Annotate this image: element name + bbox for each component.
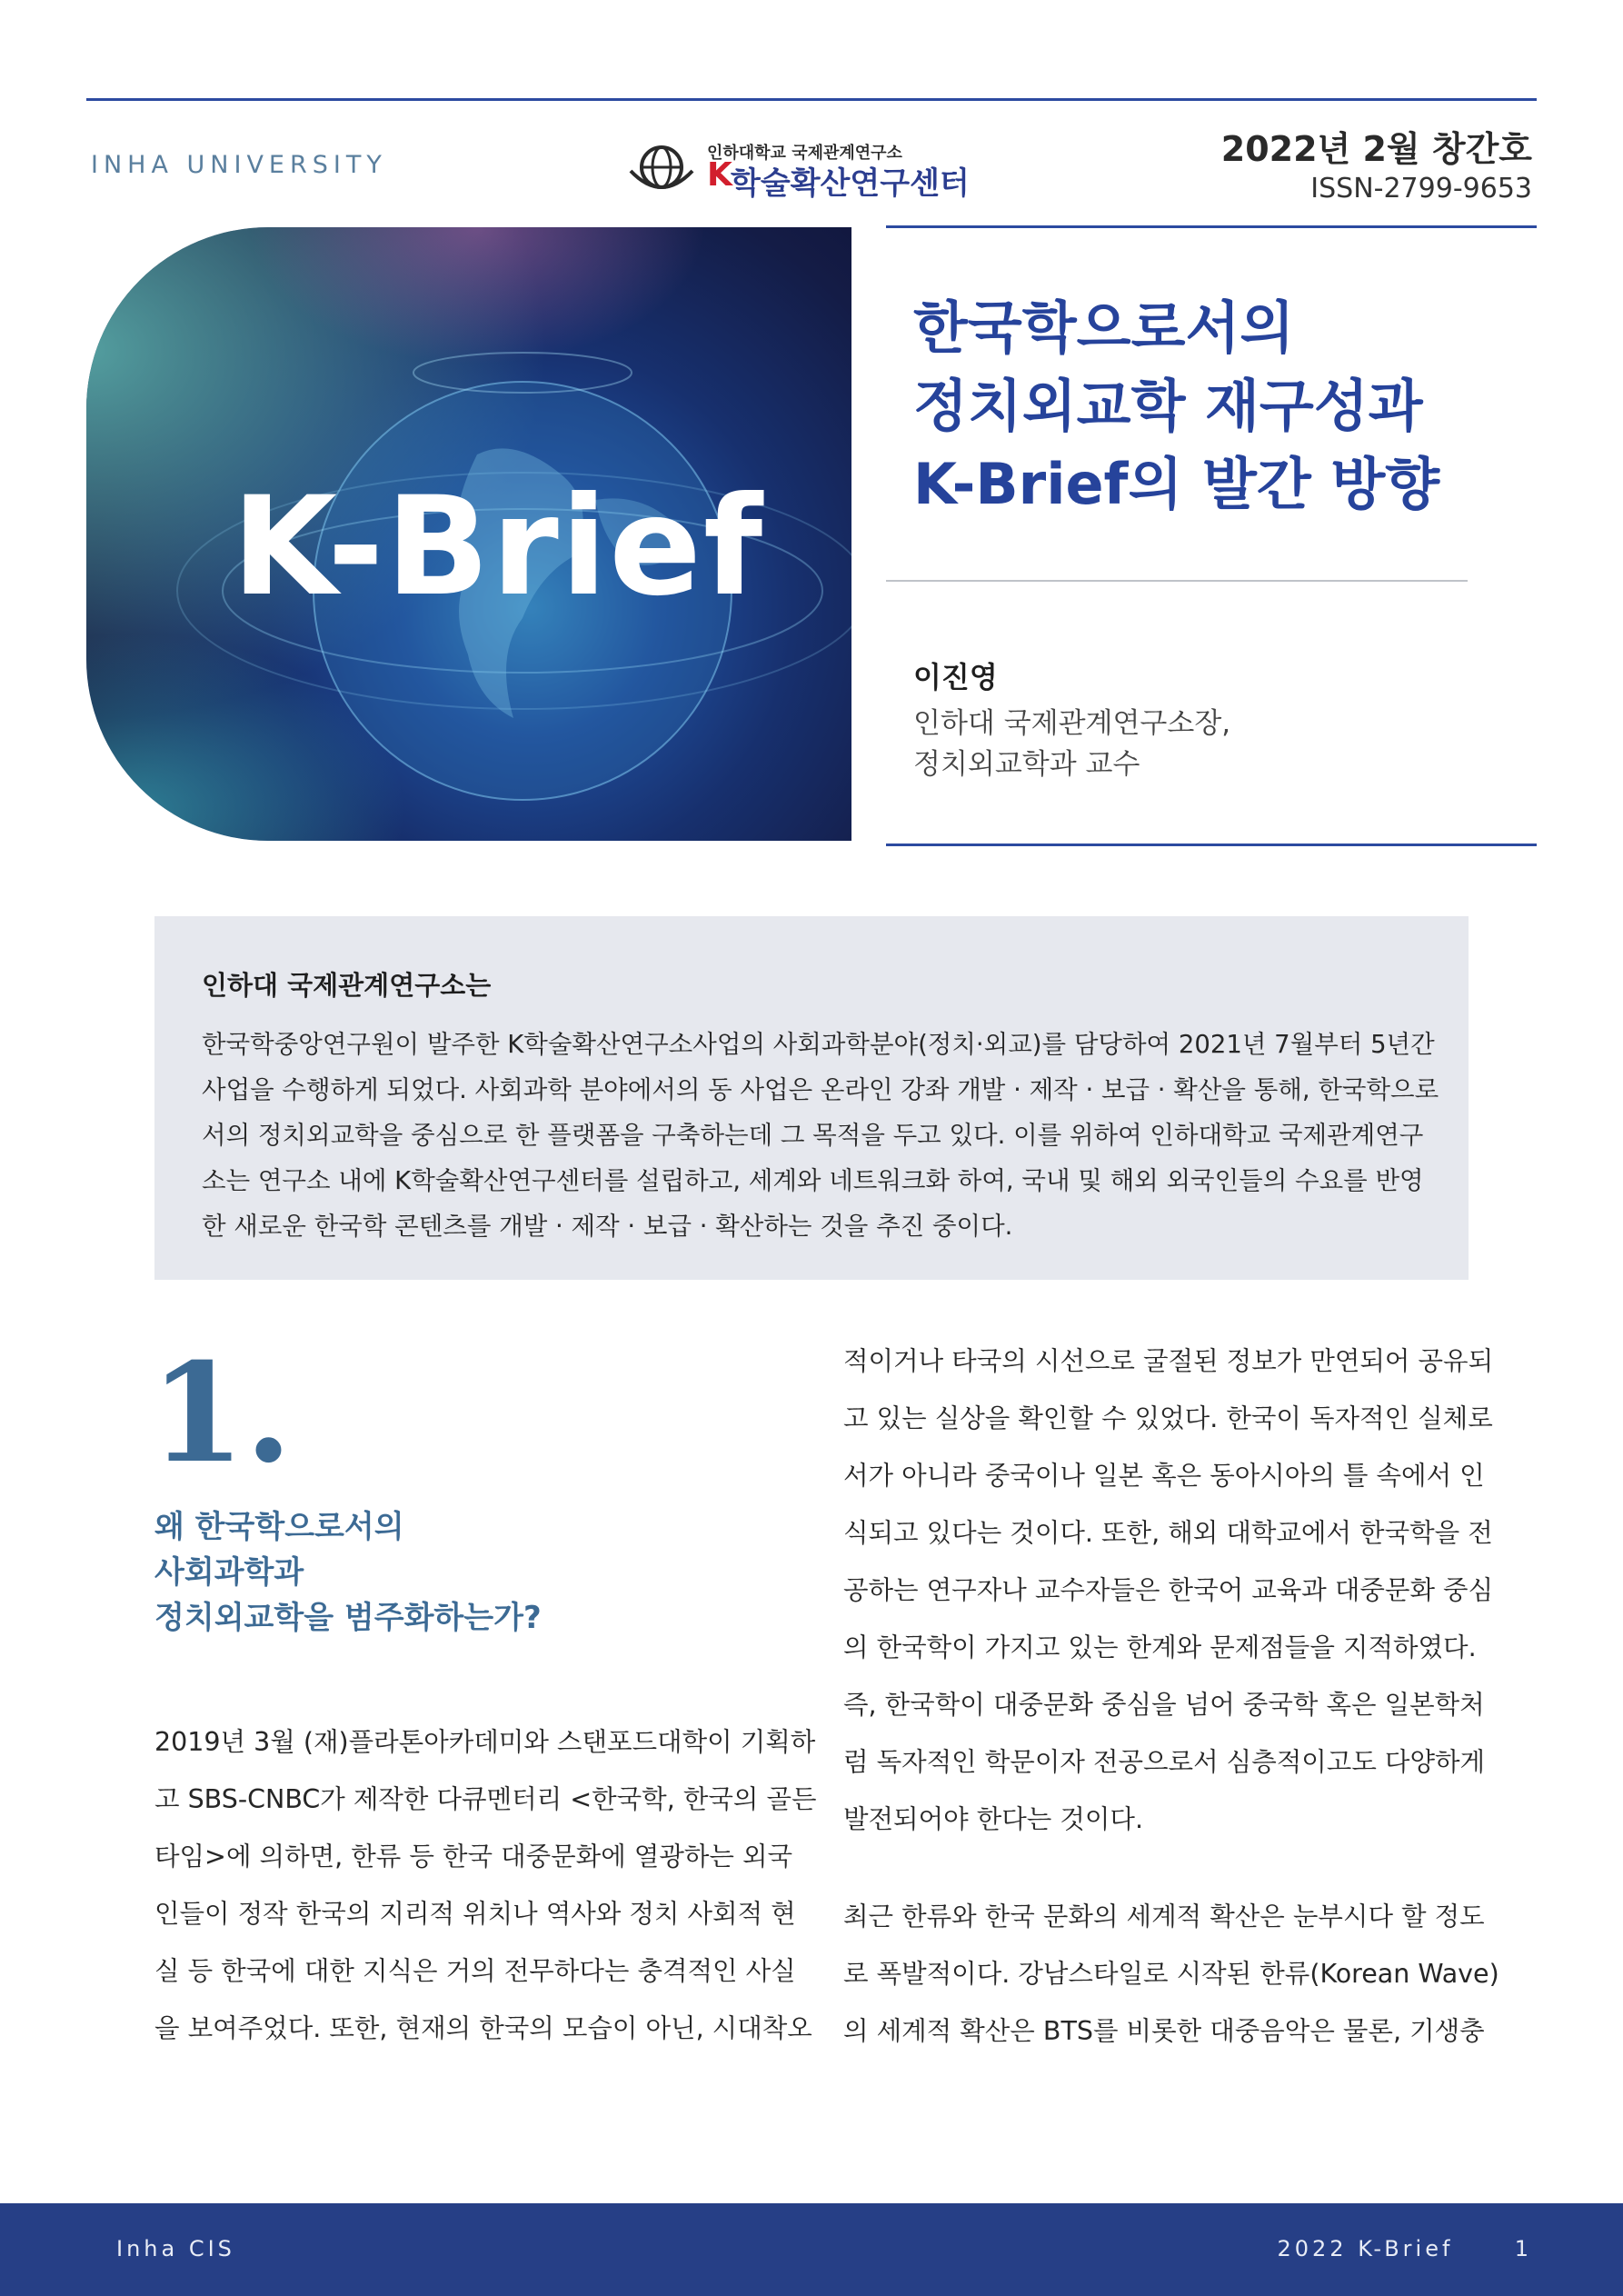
page-number: 1 (1514, 2236, 1532, 2261)
body-line: 발전되어야 한다는 것이다. (843, 1804, 1144, 1834)
center-logo (627, 136, 1009, 200)
hero-globe-image (86, 227, 851, 841)
university-label: INHA UNIVERSITY (91, 151, 387, 179)
section-heading-line: 사회과학과 (154, 1554, 304, 1591)
section-heading-line: 왜 한국학으로서의 (154, 1509, 404, 1545)
body-line: 적이거나 타국의 시선으로 굴절된 정보가 만연되어 공유되 (843, 1346, 1494, 1376)
article-title-line: 한국학으로서의 (913, 294, 1295, 361)
article-title (913, 289, 1549, 524)
body-line: 고 SBS-CNBC가 제작한 다큐멘터리 <한국학, 한국의 골든 (154, 1784, 817, 1814)
logo-center-name: 학술확산연구센터 (731, 165, 970, 202)
body-line: 실 등 한국에 대한 지식은 거의 전무하다는 충격적인 사실 (154, 1956, 796, 1986)
intro-box-line: 한 새로운 한국학 콘텐츠를 개발 · 제작 · 보급 · 확산하는 것을 추진 중이다. (202, 1212, 1013, 1241)
logo-institute-name: 인하대학교 국제관계연구소 (707, 144, 902, 163)
intro-box-line: 서의 정치외교학을 중심으로 한 플랫폼을 구축하는데 그 목적을 두고 있다. 이를 위하여 인하대학교 국제관계연구 (202, 1121, 1424, 1150)
body-line: 의 세계적 확산은 BTS를 비롯한 대중음악은 물론, 기생충 (843, 2016, 1485, 2046)
author-name: 이진영 (913, 660, 998, 694)
body-line: 식되고 있다는 것이다. 또한, 해외 대학교에서 한국학을 전 (843, 1518, 1493, 1548)
body-line: 즉, 한국학이 대중문화 중심을 넘어 중국학 혹은 일본학처 (843, 1690, 1485, 1720)
author-affiliation: 인하대 국제관계연구소장, (913, 707, 1231, 740)
body-line: 타임>에 의하면, 한류 등 한국 대중문화에 열광하는 외국 (154, 1842, 793, 1872)
body-line: 럼 독자적인 학문이자 전공으로서 심층적이고도 다양하게 (843, 1747, 1486, 1777)
footer-bar (0, 2203, 1623, 2296)
section-number: 1. (150, 1333, 293, 1493)
globe-logo-icon (627, 140, 696, 198)
logo-k-mark: K (707, 156, 732, 194)
author-affiliation: 정치외교학과 교수 (913, 748, 1140, 781)
title-divider (886, 580, 1468, 582)
intro-box-title: 인하대 국제관계연구소는 (202, 970, 492, 1001)
intro-box-line: 한국학중앙연구원이 발주한 K학술확산연구소사업의 사회과학분야(정치·외교)를 담당하여 2021년 7월부터 5년간 (202, 1030, 1435, 1059)
header-bottom-rule (886, 225, 1537, 228)
body-line: 고 있는 실상을 확인할 수 있었다. 한국이 독자적인 실체로 (843, 1403, 1493, 1433)
issue-label: 2022년 2월 창간호 (1220, 129, 1532, 169)
intro-box-line: 소는 연구소 내에 K학술확산연구센터를 설립하고, 세계와 네트워크화 하여, 국내 및 해외 외국인들의 수요를 반영 (202, 1166, 1424, 1195)
body-line: 인들이 정작 한국의 지리적 위치나 역사와 정치 사회적 현 (154, 1899, 796, 1929)
section-heading-line: 정치외교학을 범주화하는가? (154, 1600, 542, 1636)
body-line: 의 한국학이 가지고 있는 한계와 문제점들을 지적하였다. (843, 1632, 1477, 1662)
footer-title: 2022 K-Brief (1277, 2236, 1454, 2261)
body-line: 2019년 3월 (재)플라톤아카데미와 스탠포드대학이 기획하 (154, 1727, 816, 1757)
intro-box (154, 916, 1469, 1280)
body-line: 서가 아니라 중국이나 일본 혹은 동아시아의 틀 속에서 인 (843, 1461, 1485, 1491)
body-line: 로 폭발적이다. 강남스타일로 시작된 한류(Korean Wave) (843, 1959, 1499, 1989)
article-title-line: K-Brief의 발간 방향 (913, 451, 1440, 517)
footer-publication (1277, 2236, 1532, 2261)
header-top-rule (86, 98, 1537, 101)
issn-label: ISSN-2799-9653 (1310, 173, 1532, 205)
body-line: 최근 한류와 한국 문화의 세계적 확산은 눈부시다 할 정도 (843, 1902, 1485, 1932)
author-bottom-rule (886, 844, 1537, 846)
body-line: 공하는 연구자나 교수자들은 한국어 교육과 대중문화 중심 (843, 1575, 1494, 1605)
body-line: 을 보여주었다. 또한, 현재의 한국의 모습이 아닌, 시대착오 (154, 2013, 812, 2043)
hero-title: K-Brief (232, 468, 765, 626)
footer-org: Inha CIS (116, 2236, 235, 2261)
article-title-line: 정치외교학 재구성과 (913, 373, 1423, 439)
intro-box-line: 사업을 수행하게 되었다. 사회과학 분야에서의 동 사업은 온라인 강좌 개발 · 제작 · 보급 · 확산을 통해, 한국학으로 (202, 1075, 1439, 1104)
section-heading (154, 1504, 542, 1641)
